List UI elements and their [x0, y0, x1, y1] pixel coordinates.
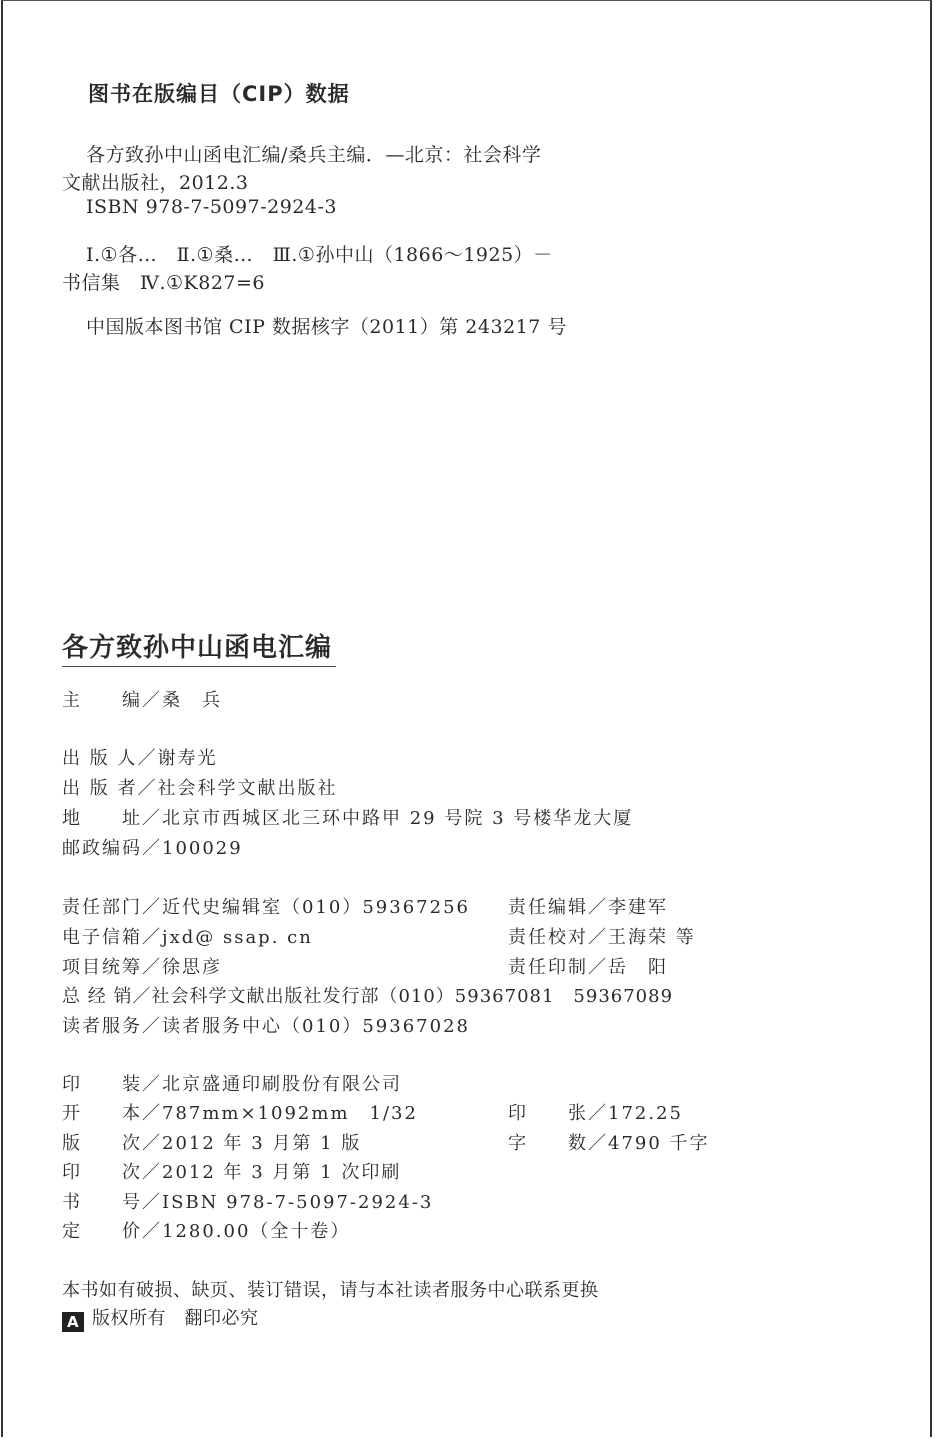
cip-line-2: 文献出版社，2012.3 — [62, 172, 249, 194]
editorial-row — [62, 982, 673, 1008]
separator: ／ — [137, 748, 158, 769]
editorial-row — [62, 953, 222, 979]
printing-row — [62, 1188, 433, 1214]
separator: ／ — [142, 927, 162, 948]
row-label: 责任编辑 — [508, 897, 588, 918]
editorial-row — [62, 923, 313, 949]
cip-line-4: Ⅰ.①各… Ⅱ.①桑… Ⅲ.①孙中山（1866～1925）－ — [86, 244, 553, 266]
row-value: 徐思彦 — [162, 957, 222, 978]
row-label: 责任印制 — [508, 957, 588, 978]
separator: ／ — [142, 1103, 162, 1124]
separator: ／ — [588, 897, 608, 918]
printing-row — [62, 1129, 361, 1155]
separator: ／ — [142, 1074, 162, 1095]
row-value: 读者服务中心（010）59367028 — [162, 1016, 470, 1037]
cip-line-1: 各方致孙中山函电汇编/桑兵主编．—北京：社会科学 — [86, 144, 542, 166]
row-value: 社会科学文献出版社发行部（010）59367081 59367089 — [151, 986, 674, 1007]
printing-row — [508, 1099, 683, 1125]
row-value: 2012 年 3 月第 1 次印刷 — [162, 1162, 402, 1183]
editorial-row — [62, 893, 470, 919]
row-label: 项目统筹 — [62, 957, 142, 978]
row-value: 李建军 — [608, 897, 668, 918]
row-label: 电子信箱 — [62, 927, 142, 948]
publisher-row — [62, 834, 243, 860]
row-label: 版 次 — [62, 1133, 142, 1154]
editorial-row — [508, 953, 668, 979]
editorial-row — [62, 1012, 470, 1038]
row-value: 4790 千字 — [608, 1133, 710, 1154]
row-value: 北京盛通印刷股份有限公司 — [162, 1074, 402, 1095]
cip-heading: 图书在版编目（CIP）数据 — [88, 82, 350, 106]
row-label: 邮政编码 — [62, 838, 142, 859]
separator: ／ — [142, 1221, 162, 1242]
row-label: 责任部门 — [62, 897, 142, 918]
row-label: 印 张 — [508, 1103, 588, 1124]
publisher-row — [62, 804, 633, 830]
publisher-row — [62, 774, 337, 800]
printing-row — [508, 1129, 710, 1155]
row-value: 100029 — [162, 838, 243, 859]
copyright-text: 版权所有 翻印必究 — [92, 1308, 259, 1329]
separator: ／ — [132, 986, 152, 1007]
editor-value: 桑 兵 — [162, 690, 222, 711]
separator: ／ — [142, 690, 162, 711]
separator: ／ — [588, 1103, 608, 1124]
book-title: 各方致孙中山函电汇编 — [62, 633, 333, 663]
separator: ／ — [142, 838, 162, 859]
separator: ／ — [142, 1192, 162, 1213]
row-value: 谢寿光 — [157, 748, 218, 769]
printing-row — [62, 1070, 402, 1096]
row-label: 总 经 销 — [62, 986, 133, 1007]
row-value: 2012 年 3 月第 1 版 — [162, 1133, 362, 1154]
row-value: ISBN 978-7-5097-2924-3 — [162, 1192, 434, 1213]
row-label: 读者服务 — [62, 1016, 142, 1037]
separator: ／ — [142, 808, 162, 829]
cip-line-5: 书信集 Ⅳ.①K827=6 — [62, 272, 266, 294]
row-label: 出 版 人 — [62, 748, 138, 769]
damage-notice: 本书如有破损、缺页、装订错误，请与本社读者服务中心联系更换 — [62, 1280, 599, 1301]
row-label: 责任校对 — [508, 927, 588, 948]
editorial-row — [508, 893, 668, 919]
row-value: 社会科学文献出版社 — [157, 778, 338, 799]
printing-row — [62, 1158, 401, 1184]
separator: ／ — [142, 897, 162, 918]
row-value: 172.25 — [608, 1103, 683, 1124]
editor-row — [62, 686, 222, 712]
row-label: 字 数 — [508, 1133, 588, 1154]
printing-row — [62, 1217, 350, 1243]
row-value: 近代史编辑室（010）59367256 — [162, 897, 470, 918]
separator: ／ — [588, 927, 608, 948]
title-underline — [62, 666, 336, 667]
publisher-row — [62, 744, 217, 770]
cip-line-3: ISBN 978-7-5097-2924-3 — [86, 196, 337, 218]
row-value: 北京市西城区北三环中路甲 29 号院 3 号楼华龙大厦 — [162, 808, 634, 829]
separator: ／ — [142, 1016, 162, 1037]
row-label: 印 装 — [62, 1074, 142, 1095]
row-value: 岳 阳 — [608, 957, 668, 978]
separator: ／ — [142, 1162, 162, 1183]
row-label: 出 版 者 — [62, 778, 138, 799]
separator: ／ — [142, 957, 162, 978]
editor-label: 主 编 — [62, 690, 142, 711]
publisher-logo-icon: A — [62, 1312, 84, 1332]
separator: ／ — [588, 1133, 608, 1154]
row-value: 1280.00（全十卷） — [162, 1221, 351, 1242]
row-value: 王海荣 等 — [608, 927, 696, 948]
row-value: 787mm×1092mm 1/32 — [162, 1103, 418, 1124]
row-label: 开 本 — [62, 1103, 142, 1124]
separator: ／ — [588, 957, 608, 978]
editorial-row — [508, 923, 696, 949]
row-value: jxd@ ssap. cn — [162, 927, 313, 948]
copyright-line — [62, 1304, 259, 1332]
row-label: 定 价 — [62, 1221, 142, 1242]
row-label: 印 次 — [62, 1162, 142, 1183]
row-label: 地 址 — [62, 808, 142, 829]
separator: ／ — [137, 778, 158, 799]
separator: ／ — [142, 1133, 162, 1154]
cip-line-6: 中国版本图书馆 CIP 数据核字（2011）第 243217 号 — [86, 316, 567, 338]
printing-row — [62, 1099, 418, 1125]
row-label: 书 号 — [62, 1192, 142, 1213]
